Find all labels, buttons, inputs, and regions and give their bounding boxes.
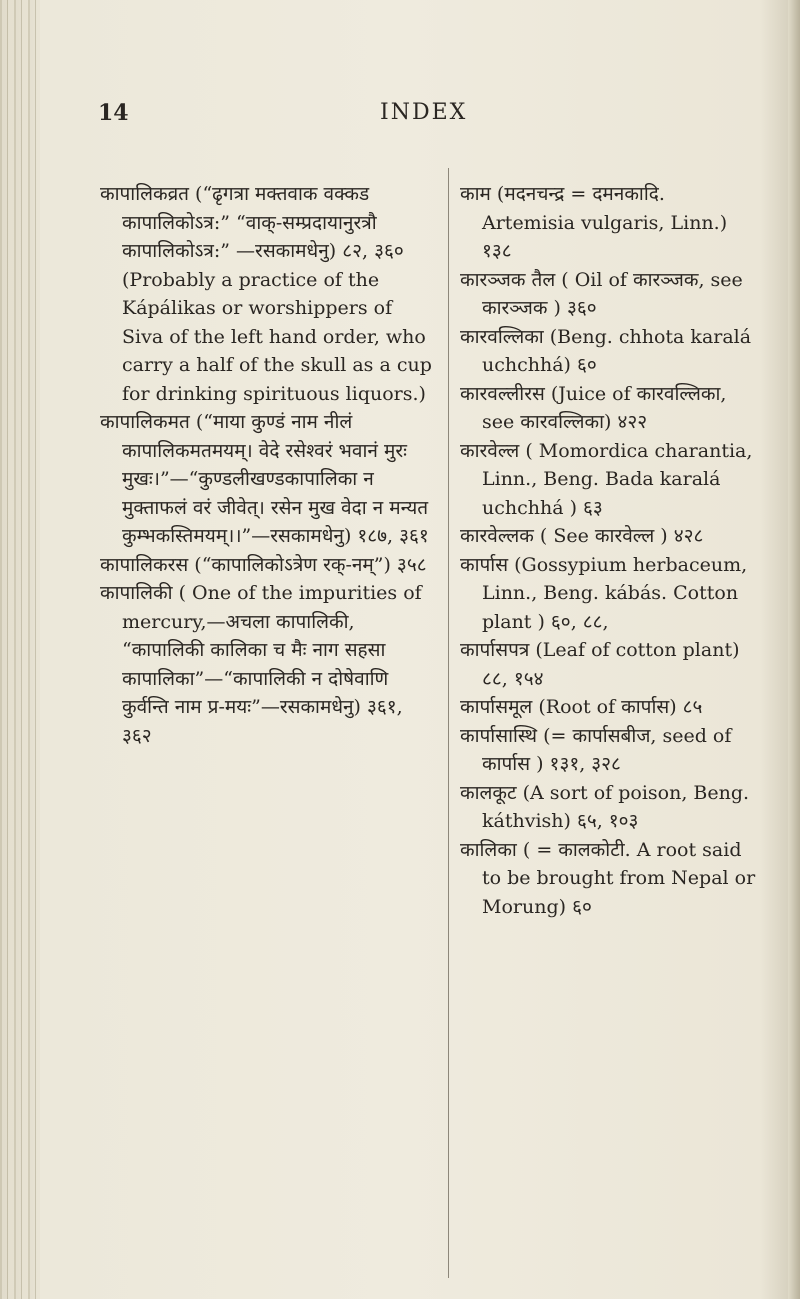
page-spine-shadow	[0, 0, 40, 1299]
index-entry: कारञ्जक तैल ( Oil of कारञ्जक, see कारञ्जक ) ३६०	[460, 268, 743, 319]
index-entry: कापालिकरस (“कापालिकोऽत्रेण रक्-नम्”) ३५८	[100, 553, 427, 576]
index-entry: कार्पास (Gossypium herbaceum, Linn., Beng. kábás. Cotton plant ) ६०, ८८,	[460, 553, 748, 633]
page-header	[0, 100, 800, 130]
index-entry: कारवेल्ल ( Momordica charantia, Linn., Beng. Bada karalá uchchhá ) ६३	[460, 439, 753, 519]
index-entry: कारवेल्लक ( See कारवेल्ल ) ४२८	[460, 525, 704, 547]
index-entry: कापालिकी ( One of the impurities of mercury,—अचला कापालिकी, “कापालिकी कालिका च मैः नाग सहसा कापालिका”—“कापालिकी न दोषेवाणि कुर्वन्ति नाम प्र-मयः”—रसकामधेनु) ३६१, ३६२	[100, 582, 422, 747]
index-entry: काम (मदनचन्द्र = दमनकादि. Artemisia vulgaris, Linn.) १३८	[460, 183, 728, 262]
page-number: 14	[98, 100, 129, 126]
index-entry: कालकूट (A sort of poison, Beng. káthvish) ६५, १०३	[460, 781, 750, 832]
page-edge-shadow	[788, 0, 800, 1299]
index-entry: कापालिकव्रत (“ढृगत्रा मक्तवाक वक्कड कापालिकोऽत्र:” “वाक्-सम्प्रदायानुरत्रौ कापालिकोऽत्र:” —रसकामधेनु) ८२, ३६० (Probably a practice of the Kápálikas or worshippers of Siva of the left hand order, who carry a half of the skull as a cup for drinking spirituous liquors.)	[100, 183, 432, 405]
index-entry: कारवल्लिका (Beng. chhota karalá uchchhá) ६०	[460, 325, 752, 376]
column-divider	[448, 168, 449, 1278]
index-entry: कापालिकमत (“माया कुण्डं नाम नीलं कापालिकमतमयम्। वेदे रसेश्वरं भवानं मुरः मुखः।”—“कुण्डलीखण्डकापालिका न मुक्ताफलं वरं जीवेत्। रसेन मुख वेदा न मन्यत कुम्भकस्तिमयम्।।”—रसकामधेनु) १८७, ३६१	[100, 411, 429, 547]
index-entry: कार्पासास्थि (= कार्पासबीज, seed of कार्पास ) १३१, ३२८	[460, 724, 732, 775]
right-column	[460, 180, 760, 921]
index-entry: कारवल्लीरस (Juice of कारवल्लिका, see कारवल्लिका) ४२२	[460, 382, 727, 433]
index-entry: कालिका ( = कालकोटी. A root said to be brought from Nepal or Morung) ६०	[460, 838, 756, 918]
index-entry: कार्पासपत्र (Leaf of cotton plant) ८८, १५४	[460, 639, 740, 690]
page-title: INDEX	[380, 100, 468, 125]
index-entry: कार्पासमूल (Root of कार्पास) ८५	[460, 696, 703, 718]
left-column	[100, 180, 435, 750]
